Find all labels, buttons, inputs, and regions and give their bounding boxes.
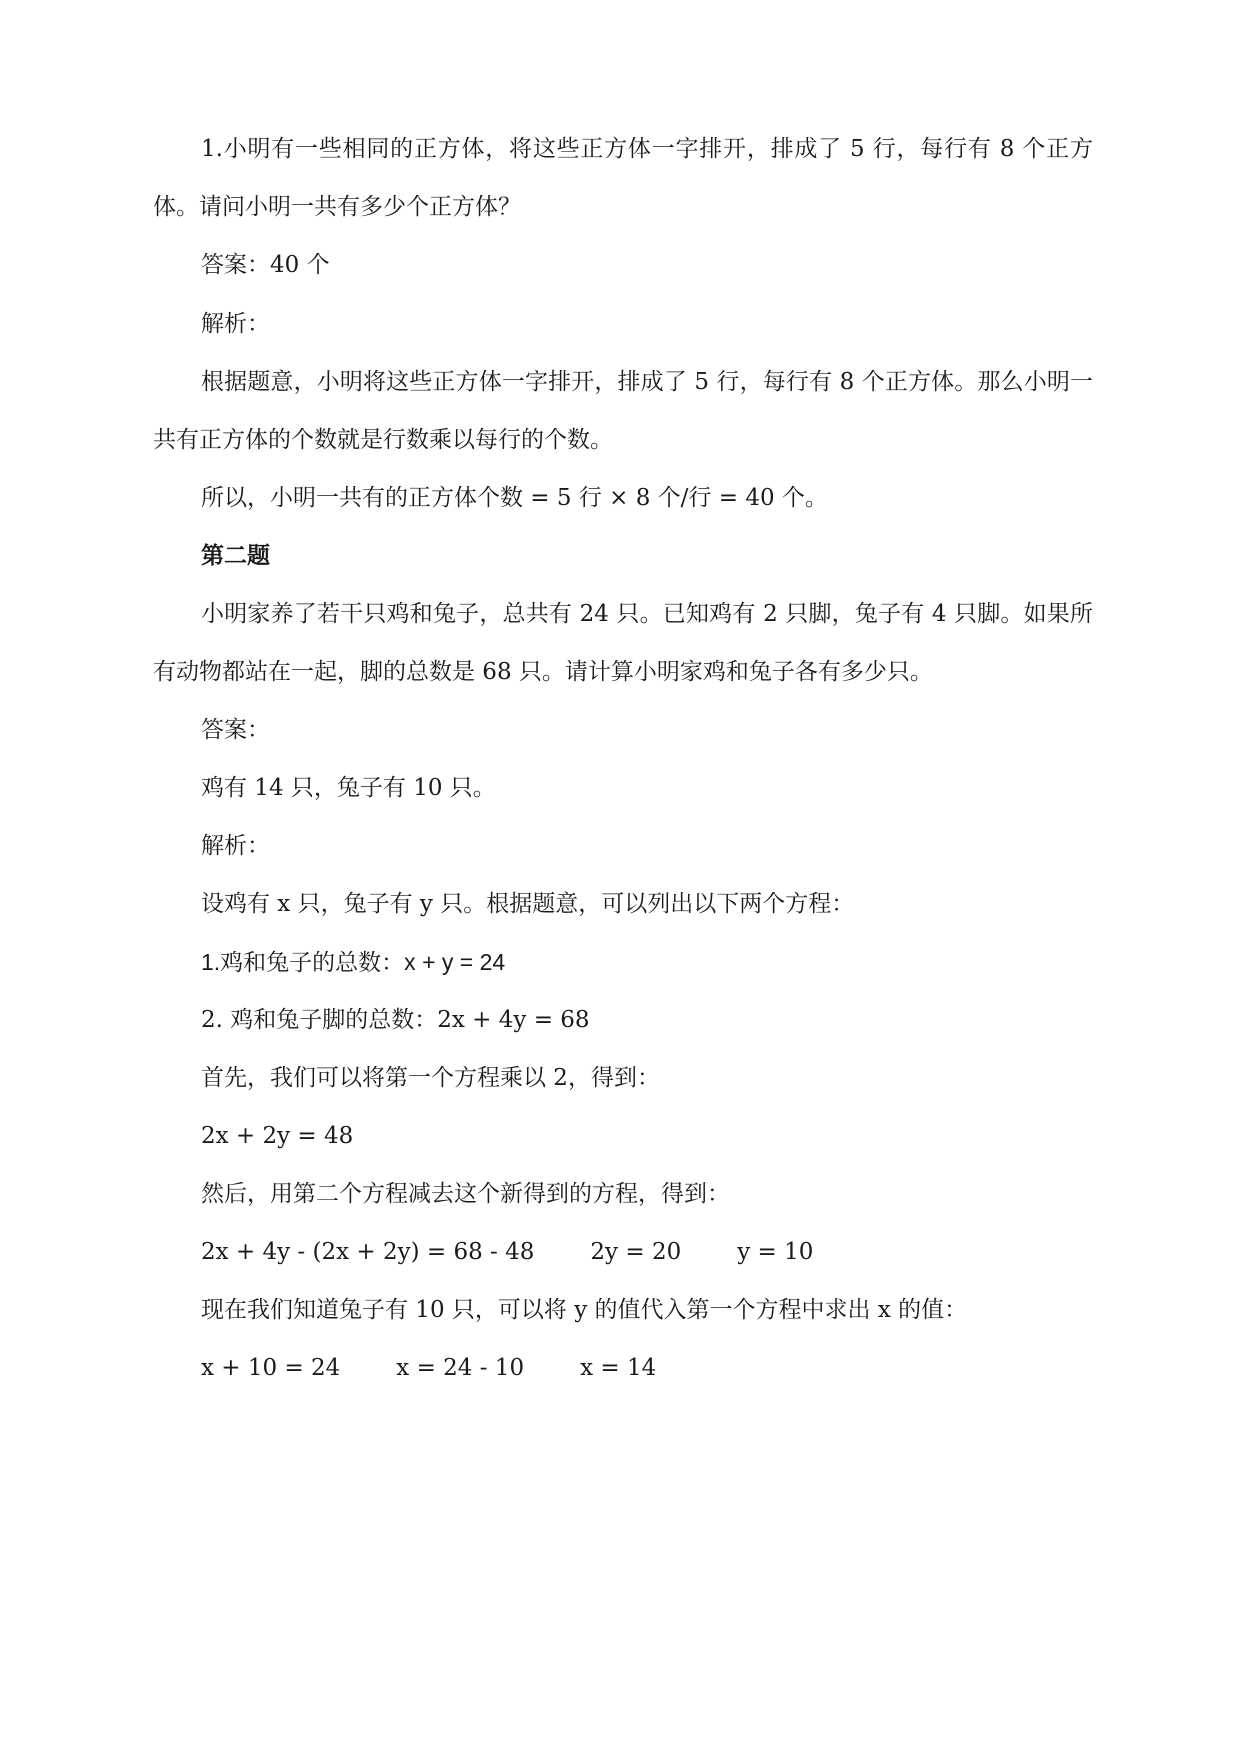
equation-5b: x = 24 - 10 <box>396 1355 525 1381</box>
equation-5c: x = 14 <box>580 1355 657 1381</box>
question-1-analysis-paragraph: 根据题意，小明将这些正方体一字排开，排成了 5 行，每行有 8 个正方体。那么小明一共有正方体的个数就是行数乘以每行的个数。 <box>153 369 1093 453</box>
equation-4b: 2y = 20 <box>590 1239 682 1265</box>
equation-5-line <box>201 1339 1093 1397</box>
question-1-analysis-label: 解析： <box>201 311 270 337</box>
equation-3: 2x + 2y = 48 <box>201 1123 354 1149</box>
equation-4-line <box>201 1223 1093 1281</box>
step-3-text: 现在我们知道兔子有 10 只，可以将 y 的值代入第一个方程中求出 x 的值： <box>201 1297 968 1323</box>
question-1-text: 1.小明有一些相同的正方体，将这些正方体一字排开，排成了 5 行，每行有 8 个正方体。请问小明一共有多少个正方体？ <box>153 136 1093 220</box>
equation-1: 1.鸡和兔子的总数：x + y = 24 <box>201 949 506 975</box>
question-2-answer-label: 答案： <box>201 717 270 743</box>
question-2-heading: 第二题 <box>201 542 270 569</box>
question-1-answer: 答案：40 个 <box>201 252 330 278</box>
step-1-text: 首先，我们可以将第一个方程乘以 2，得到： <box>201 1065 660 1091</box>
step-2-text: 然后，用第二个方程减去这个新得到的方程，得到： <box>201 1181 730 1207</box>
question-2-text: 小明家养了若干只鸡和兔子，总共有 24 只。已知鸡有 2 只脚，兔子有 4 只脚。如果所有动物都站在一起，脚的总数是 68 只。请计算小明家鸡和兔子各有多少只。 <box>153 601 1093 685</box>
question-2-setup: 设鸡有 x 只，兔子有 y 只。根据题意，可以列出以下两个方程： <box>201 891 855 917</box>
equation-2: 2. 鸡和兔子脚的总数：2x + 4y = 68 <box>201 1007 590 1033</box>
equation-5a: x + 10 = 24 <box>201 1355 341 1381</box>
question-1-conclusion: 所以，小明一共有的正方体个数 = 5 行 × 8 个/行 = 40 个。 <box>201 485 828 511</box>
question-2-answer: 鸡有 14 只，兔子有 10 只。 <box>201 775 496 801</box>
question-2-analysis-label: 解析： <box>201 833 270 859</box>
equation-4a: 2x + 4y - (2x + 2y) = 68 - 48 <box>201 1239 535 1265</box>
equation-4c: y = 10 <box>737 1239 814 1265</box>
